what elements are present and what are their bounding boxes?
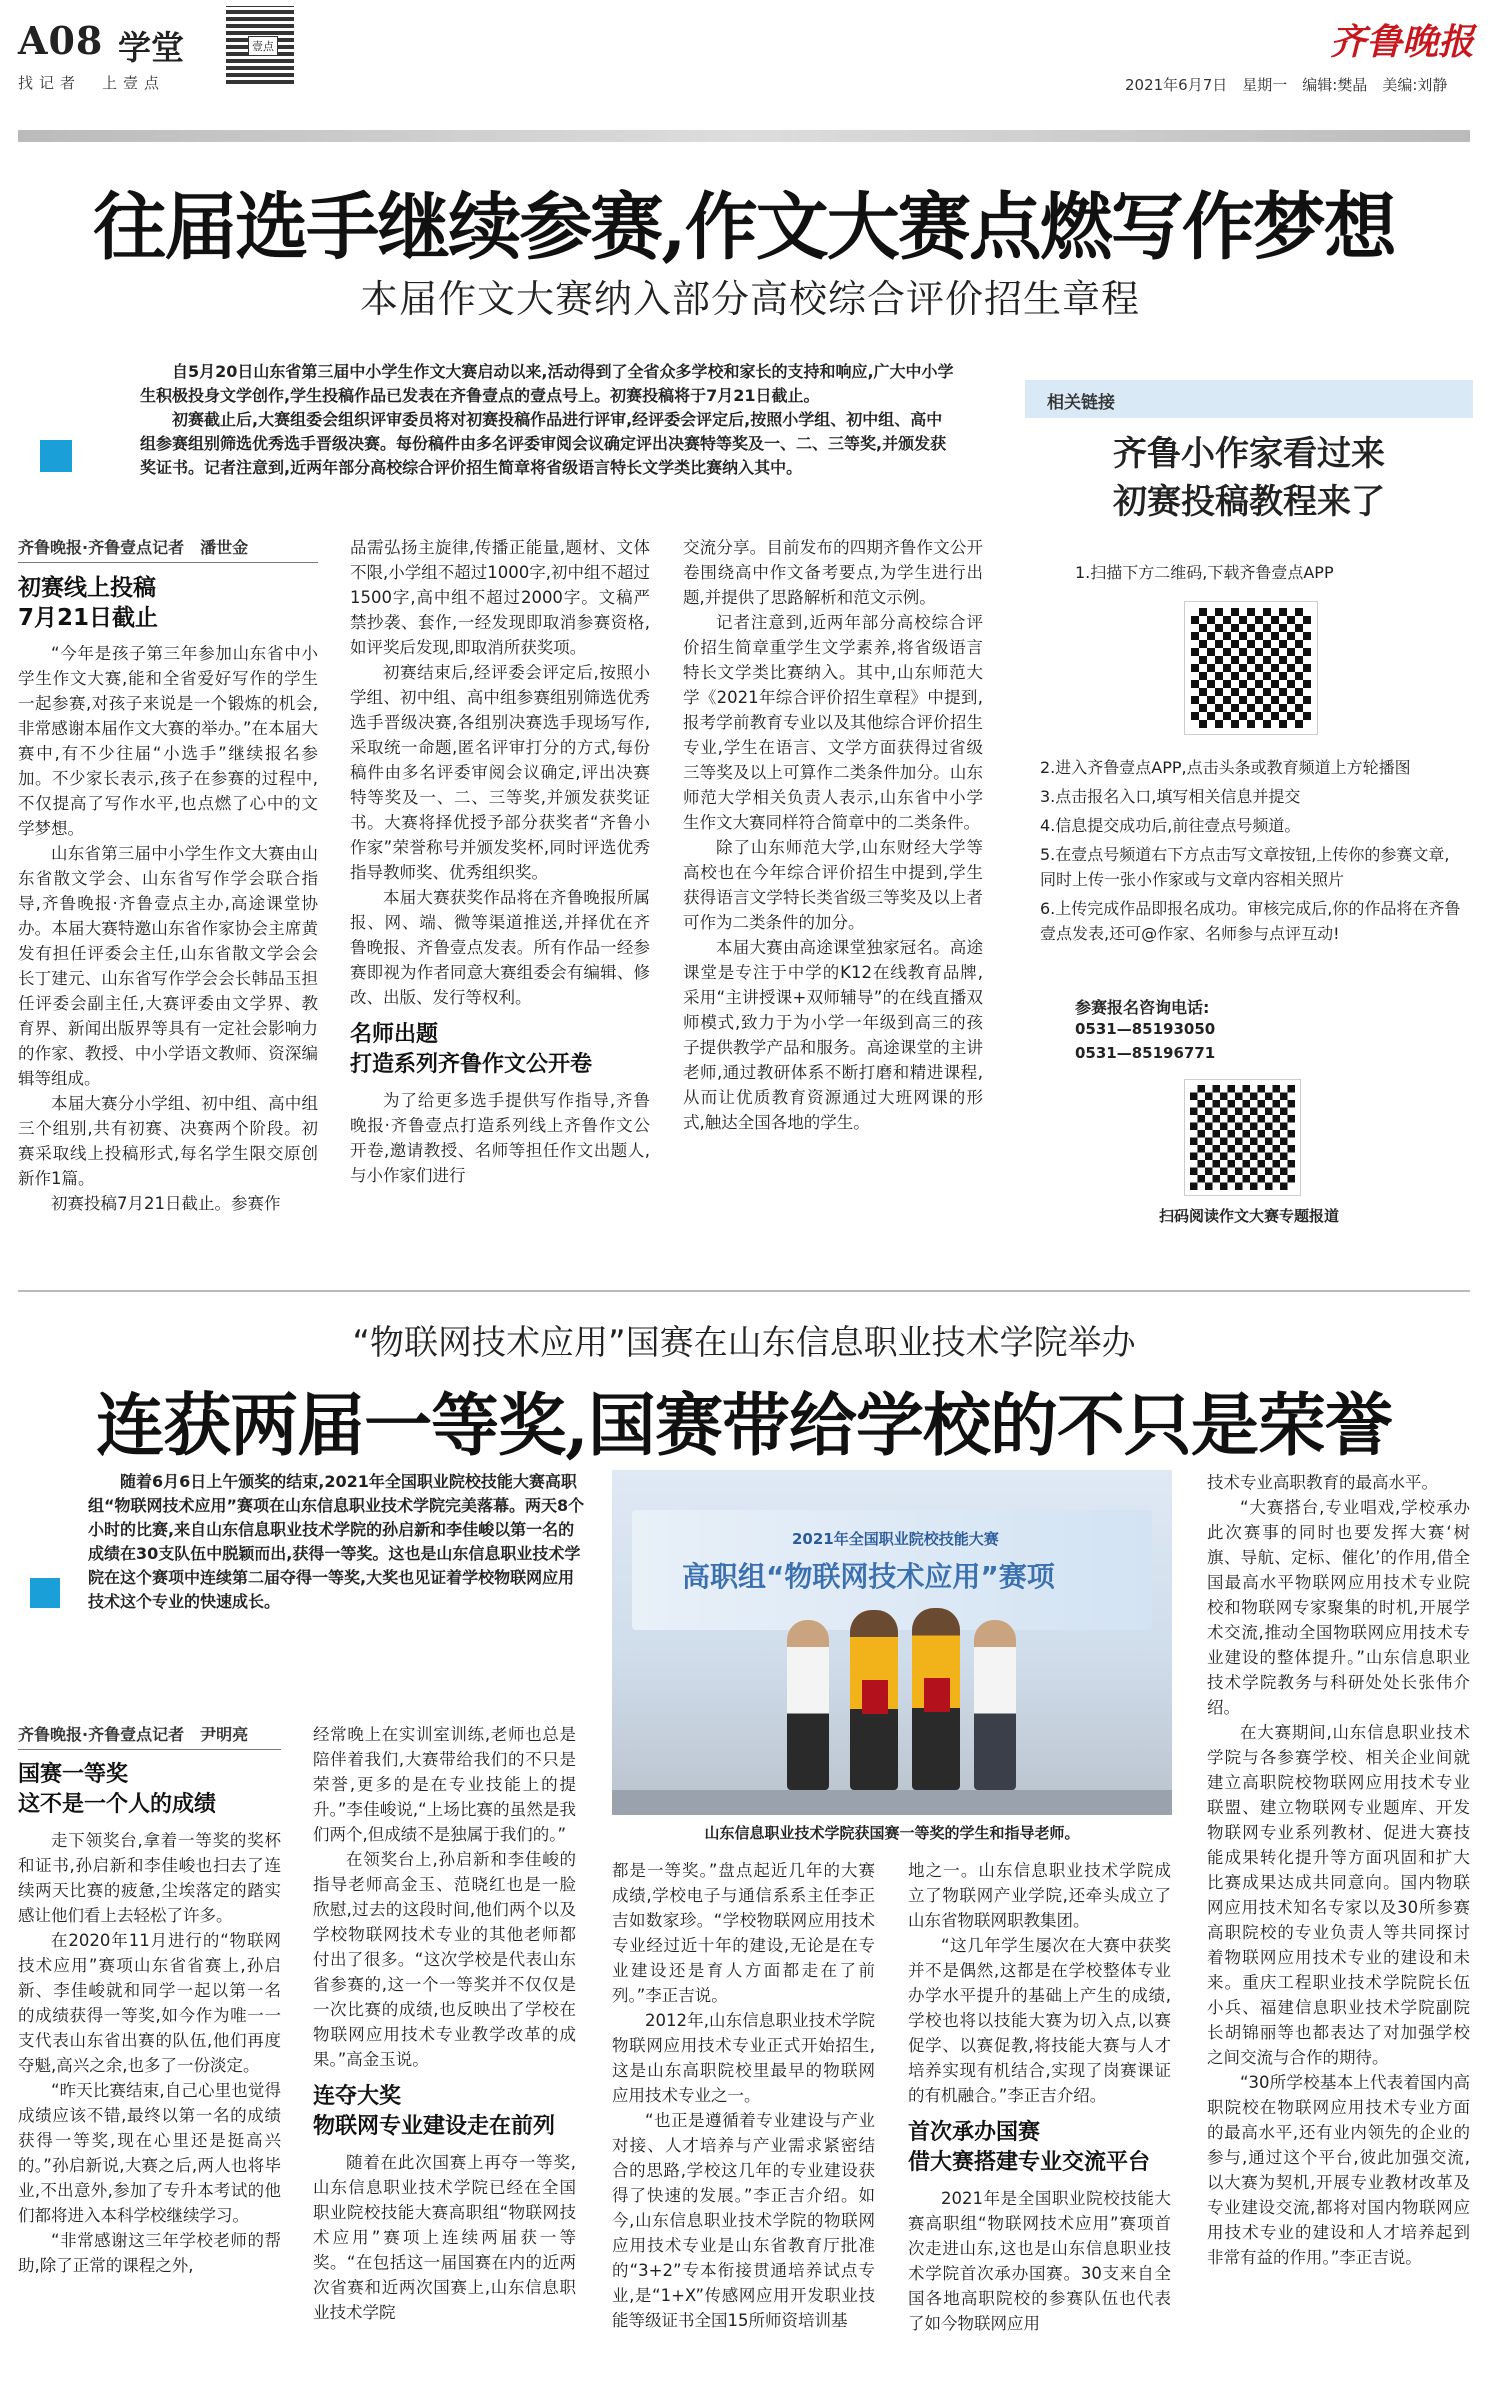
sidebar-tag <box>1025 380 1473 418</box>
article2-photo <box>612 1470 1172 1815</box>
article1-paragraph: 本届大赛由高途课堂独家冠名。高途课堂是专注于中学的K12在线教育品牌,采用“主讲授课+双师辅导”的在线直播双师模式,致力于为小学一年级到高三的孩子提供教学产品和服务。高途课堂的主讲老师,通过教研体系不断打磨和精进课程,从而让优质教育资源通过大班网课的形式,触达全国各地的学生。 <box>683 938 983 1132</box>
sidebar-steps <box>1040 755 1465 950</box>
article1-paragraph: 记者注意到,近两年部分高校综合评价招生简章重学生文学素养,将省级语言特长文学类比赛纳入。其中,山东师范大学《2021年综合评价招生章程》中提到,报考学前教育专业以及其他综合评价招生专业,学生在语言、文学方面获得过省级三等奖及以上可算作二类条件加分。山东师范大学相关负责人表示,山东省中小学生作文大赛同样符合简章中的二类条件。 <box>683 613 983 832</box>
article2-column-4 <box>908 1858 1171 2390</box>
article2-paragraph: “昨天比赛结束,自己心里也觉得成绩应该不错,最终以第一名的成绩获得一等奖,现在心里还是挺高兴的。”孙启新说,大赛之后,两人也将毕业,不出意外,参加了专升本考试的他们都将进入本科学校继续学习。 <box>18 2081 281 2225</box>
article1-paragraph: 品需弘扬主旋律,传播正能量,题材、文体不限,小学组不超过1000字,初中组不超过1500字,高中组不超过2000字。文稿严禁抄袭、套作,一经发现即取消参赛资格,如评奖后发现,即取消所获奖项。 <box>350 538 650 657</box>
section-divider <box>18 1290 1470 1292</box>
sidebar-hotline-2: 0531—85196771 <box>1075 1044 1216 1062</box>
sidebar-box <box>1025 380 1473 1260</box>
article2-paragraph: “大赛搭台,专业唱戏,学校承办此次赛事的同时也要发挥大赛‘树旗、导航、定标、催化’的作用,借全国最高水平物联网应用技术专业院校和物联网专家聚集的时机,开展学术交流,推动全国物联网应用技术专业建设的整体提升。”山东信息职业技术学院教务与科研处处长张伟介绍。 <box>1207 1498 1470 1717</box>
header-qr-logo: 壹点 <box>248 36 278 56</box>
article2-paragraph: “这几年学生屡次在大赛中获奖并不是偶然,这都是在学校整体专业办学水平提升的基础上产生的成绩,学校也将以技能大赛为切入点,以赛促学、以赛促教,将技能大赛与人才培养实现有机结合,实现了岗赛课证的有机融合。”李正吉介绍。 <box>908 1936 1171 2105</box>
sidebar-step: 2.进入齐鲁壹点APP,点击头条或教育频道上方轮播图 <box>1040 758 1411 777</box>
article2-paragraph: 2012年,山东信息职业技术学院物联网应用技术专业正式开始招生,这是山东高职院校里最早的物联网应用技术专业之一。 <box>612 2011 875 2105</box>
article2-paragraph: 地之一。山东信息职业技术学院成立了物联网产业学院,还牵头成立了山东省物联网职教集团。 <box>908 1861 1171 1930</box>
article2-paragraph: 走下领奖台,拿着一等奖的奖杯和证书,孙启新和李佳峻也扫去了连续两天比赛的疲惫,尘埃落定的踏实感让他们看上去轻松了许多。 <box>18 1831 281 1925</box>
article2-paragraph: “也正是遵循着专业建设与产业对接、人才培养与产业需求紧密结合的思路,学校这几年的专业建设获得了快速的发展。”李正吉介绍。如今,山东信息职业技术学院的物联网应用技术专业是山东省教育厅批准的“3+2”专本衔接贯通培养试点专业,是“1+X”传感网应用开发职业技能等级证书全国15所师资培训基 <box>612 2111 875 2330</box>
article2-decor-square <box>30 1578 60 1608</box>
article2-paragraph: “非常感谢这三年学校老师的帮助,除了正常的课程之外, <box>18 2231 281 2275</box>
article2-kicker: “物联网技术应用”国赛在山东信息职业技术学院举办 <box>352 1323 1136 1363</box>
article1-paragraph: 本届大赛分小学组、初中组、高中组三个组别,共有初赛、决赛两个阶段。初赛采取线上投稿形式,每名学生限交原创新作1篇。 <box>18 1094 318 1188</box>
article1-paragraph: 初赛结束后,经评委会评定后,按照小学组、初中组、高中组参赛组别筛选优秀选手晋级决赛,各组别决赛选手现场写作,采取统一命题,匿名评审打分的方式,每份稿件由多名评委审阅会议确定,评出决赛特等奖及一、二、三等奖,并颁发获奖证书。大赛将择优授予部分获奖者“齐鲁小作家”荣誉称号并颁发奖杯,同时评选优秀指导教师奖、优秀组织奖。 <box>350 663 650 882</box>
sidebar-tag-label: 相关链接 <box>1047 393 1115 413</box>
photo-banner-small: 2021年全国职业院校技能大赛 <box>792 1530 999 1548</box>
photo-certificate <box>924 1678 950 1712</box>
article1-paragraph: 为了给更多选手提供写作指导,齐鲁晚报·齐鲁壹点打造系列线上齐鲁作文公开卷,邀请教授、名师等担任作文出题人,与小作家们进行 <box>350 1091 650 1185</box>
article1-lead-p1: 自5月20日山东省第三届中小学生作文大赛启动以来,活动得到了全省众多学校和家长的支持和响应,广大中小学生积极投身文学创作,学生投稿作品已发表在齐鲁壹点的壹点号上。初赛投稿将于7月21日截止。 <box>140 362 954 405</box>
article2-paragraph: 都是一等奖。”盘点起近几年的大赛成绩,学校电子与通信系系主任李正吉如数家珍。“学校物联网应用技术专业经过近十年的建设,无论是在专业建设还是育人方面都走在了前列。”李正吉说。 <box>612 1861 875 2005</box>
article1-paragraph: “今年是孩子第三年参加山东省中小学生作文大赛,能和全省爱好写作的学生一起参赛,对孩子来说是一个锻炼的机会,非常感谢本届作文大赛的举办。”在本届大赛中,有不少往届“小选手”继续报名参加。不少家长表示,孩子在参赛的过程中,不仅提高了写作水平,也点燃了心中的文学梦想。 <box>18 644 318 838</box>
sidebar-qr-caption: 扫码阅读作文大赛专题报道 <box>1158 1207 1339 1225</box>
page-number: A08 <box>18 18 104 63</box>
article2-lead <box>88 1470 585 1660</box>
article2-column-3 <box>612 1858 875 2390</box>
article2-column-5 <box>1207 1470 1470 2390</box>
article1-lead <box>140 360 955 510</box>
article1-paragraph: 交流分享。目前发布的四期齐鲁作文公开卷围绕高中作文备考要点,为学生进行出题,并提供了思路解析和范文示例。 <box>683 538 983 607</box>
article1-lead-p2: 初赛截止后,大赛组委会组织评审委员将对初赛投稿作品进行评审,经评委会评定后,按照小学组、初中组、高中组参赛组别筛选优秀选手晋级决赛。每份稿件由多名评委审阅会议确定评出决赛特等奖及一、二、三等奖,并颁发获奖证书。记者注意到,近两年部分高校综合评价招生简章将省级语言特长文学类比赛纳入其中。 <box>140 410 947 477</box>
article1-column-2 <box>350 535 650 1260</box>
article2-column-2 <box>313 1722 576 2390</box>
section-slogan: 找记者 上壹点 <box>18 74 166 92</box>
article1-headline: 往届选手继续参赛,作文大赛点燃写作梦想 <box>93 184 1395 270</box>
article2-paragraph: 随着在此次国赛上再夺一等奖,山东信息职业技术学院已经在全国职业院校技能大赛高职组“物联网技术应用”赛项上连续两届获一等奖。“在包括这一届国赛在内的近两次省赛和近两次国赛上,山东信息职业技术学院 <box>313 2153 576 2322</box>
article1-paragraph: 初赛投稿7月21日截止。参赛作 <box>51 1194 281 1213</box>
article1-byline: 齐鲁晚报·齐鲁壹点记者 潘世金 <box>18 535 318 563</box>
article2-paragraph: 在2020年11月进行的“物联网技术应用”赛项山东省省赛上,孙启新、李佳峻就和同学一起以第一名的成绩获得一等奖,如今作为唯一一支代表山东省出赛的队伍,他们再度夺魁,高兴之余,也多了一份淡定。 <box>18 1931 281 2075</box>
article2-column-1 <box>18 1722 281 2390</box>
article1-paragraph: 本届大赛获奖作品将在齐鲁晚报所属报、网、端、微等渠道推送,并择优在齐鲁晚报、齐鲁壹点发表。所有作品一经参赛即视为作者同意大赛组委会有编辑、修改、出版、发行等权利。 <box>350 888 650 1007</box>
article1-subtitle-1: 初赛线上投稿 7月21日截止 <box>18 575 159 631</box>
sidebar-step: 6.上传完成作品即报名成功。审核完成后,你的作品将在齐鲁壹点发表,还可@作家、名师参与点评互动! <box>1040 899 1461 943</box>
article2-paragraph: “30所学校基本上代表着国内高职院校在物联网应用技术专业方面的最高水平,还有业内领先的企业的参与,通过这个平台,彼此加强交流,以大赛为契机,开展专业教材改革及专业建设交流,都将对国内物联网应用技术专业的建设和人才培养起到非常有益的作用。”李正吉说。 <box>1207 2073 1470 2267</box>
article2-paragraph: 在领奖台上,孙启新和李佳峻的指导老师高金玉、范晓红也是一脸欣慰,过去的这段时间,他们两个以及学校物联网技术专业的其他老师都付出了很多。“这次学校是代表山东省参赛的,这一个一等奖并不仅仅是一次比赛的成绩,也反映出了学校在物联网应用技术专业教学改革的成果。”高金玉说。 <box>313 1850 576 2069</box>
newspaper-brand-logo: 齐鲁晚报 <box>1330 21 1475 63</box>
article1-column-3 <box>683 535 983 1260</box>
article1-subtitle-2: 名师出题 打造系列齐鲁作文公开卷 <box>350 1022 593 1077</box>
photo-certificate <box>862 1680 888 1714</box>
header-rule <box>18 130 1470 142</box>
photo-person <box>787 1620 829 1790</box>
article2-headline: 连获两届一等奖,国赛带给学校的不只是荣誉 <box>96 1386 1392 1466</box>
sidebar-step-1: 1.扫描下方二维码,下载齐鲁壹点APP <box>1075 563 1334 582</box>
article2-lead-p: 随着6月6日上午颁奖的结束,2021年全国职业院校技能大赛高职组“物联网技术应用”赛项在山东信息职业技术学院完美落幕。两天8个小时的比赛,来自山东信息职业技术学院的孙启新和李佳峻以第一名的成绩在30支队伍中脱颖而出,获得一等奖。这也是山东信息职业技术学院在这个赛项中连续第二届夺得一等奖,大奖也见证着学校物联网应用技术这个专业的快速成长。 <box>88 1472 585 1611</box>
article1-paragraph: 除了山东师范大学,山东财经大学等高校也在今年综合评价招生中提到,学生获得语言文学特长类省级三等奖及以上者可作为二类条件的加分。 <box>683 838 983 932</box>
photo-floor <box>612 1790 1172 1815</box>
sidebar-step: 4.信息提交成功后,前往壹点号频道。 <box>1040 816 1301 835</box>
photo-banner-big: 高职组“物联网技术应用”赛项 <box>682 1560 1055 1593</box>
article2-byline: 齐鲁晚报·齐鲁壹点记者 尹明亮 <box>18 1722 281 1750</box>
sidebar-report-qr-code[interactable] <box>1185 1080 1300 1195</box>
article2-paragraph: 在大赛期间,山东信息职业技术学院与各参赛学校、相关企业间就建立高职院校物联网应用技术专业联盟、建立物联网专业题库、开发物联网专业系列教材、促进大赛技能成果转化提升等方面巩固和扩大比赛成果达成共同意向。国内物联网应用技术知名专家以及30所参赛高职院校的专业负责人等共同探讨着物联网应用技术专业的建设和未来。重庆工程职业技术学院院长伍小兵、福建信息职业技术学院副院长胡锦丽等也都表达了对加强学校之间交流与合作的期待。 <box>1207 1723 1470 2067</box>
article2-paragraph: 技术专业高职教育的最高水平。 <box>1207 1473 1438 1492</box>
article1-subhead: 本届作文大赛纳入部分高校综合评价招生章程 <box>359 277 1140 321</box>
sidebar-hotline-label: 参赛报名咨询电话: <box>1075 998 1210 1017</box>
sidebar-step: 3.点击报名入口,填写相关信息并提交 <box>1040 787 1301 806</box>
article2-photo-caption: 山东信息职业技术学院获国赛一等奖的学生和指导老师。 <box>704 1824 1080 1842</box>
sidebar-step: 5.在壹点号频道右下方点击写文章按钮,上传你的参赛文章,同时上传一张小作家或与文章内容相关照片 <box>1040 845 1450 889</box>
article2-subtitle-3: 首次承办国赛 借大赛搭建专业交流平台 <box>908 2120 1151 2175</box>
article2-paragraph: 经常晚上在实训室训练,老师也总是陪伴着我们,大赛带给我们的不只是荣誉,更多的是在专业技能上的提升。”李佳峻说,“上场比赛的虽然是我们两个,但成绩不是独属于我们的。” <box>313 1725 576 1844</box>
sidebar-hotline-1: 0531—85193050 <box>1075 1020 1216 1038</box>
section-name: 学堂 <box>118 28 184 67</box>
article2-paragraph: 2021年是全国职业院校技能大赛高职组“物联网技术应用”赛项首次走进山东,这也是山东信息职业技术学院首次承办国赛。30支来自全国各地高职院校的参赛队伍也代表了如今物联网应用 <box>908 2189 1171 2333</box>
article1-decor-square <box>40 440 72 472</box>
article2-subtitle-1: 国赛一等奖 这不是一个人的成绩 <box>18 1762 217 1817</box>
article1-paragraph: 山东省第三届中小学生作文大赛由山东省散文学会、山东省写作学会联合指导,齐鲁晚报·齐鲁壹点主办,高途课堂协办。本届大赛特邀山东省作家协会主席黄发有担任评委会主任,山东省散文学会会长丁建元、山东省写作学会会长韩品玉担任评委会副主任,大赛评委由文学界、教育界、新闻出版界等具有一定社会影响力的作家、教授、中小学语文教师、资深编辑等组成。 <box>18 844 318 1088</box>
sidebar-title: 齐鲁小作家看过来 初赛投稿教程来了 <box>1113 434 1385 522</box>
article2-subtitle-2: 连夺大奖 物联网专业建设走在前列 <box>313 2084 556 2139</box>
page-header <box>0 0 1488 130</box>
photo-person <box>974 1620 1016 1790</box>
article1-column-1 <box>18 535 318 1260</box>
date-editor-line: 2021年6月7日 星期一 编辑:樊晶 美编:刘静 <box>1125 76 1448 94</box>
sidebar-app-qr-code[interactable] <box>1185 602 1317 734</box>
